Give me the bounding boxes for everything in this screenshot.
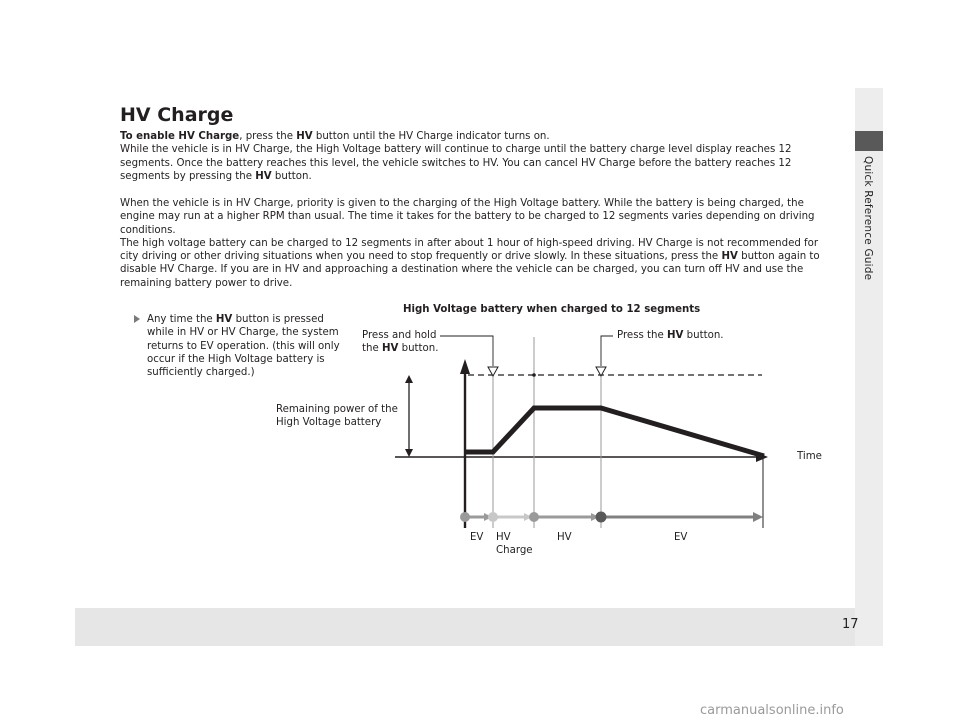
press-leader (601, 336, 613, 366)
text-run: the (362, 342, 382, 354)
text-run: Press the (617, 330, 668, 341)
hv-button-ref: HV (667, 330, 684, 341)
text-run: Press and hold (362, 330, 437, 341)
page-number: 17 (842, 617, 859, 632)
text-run: button. (683, 330, 724, 341)
hv-button-ref: HV (255, 170, 272, 182)
mode-label-ev: EV (470, 532, 484, 543)
watermark: carmanualsonline.info (700, 703, 844, 718)
measure-arrow-up-icon (405, 375, 413, 383)
text-run: button. (398, 342, 439, 354)
mode-label-hv-charge-1: HV (496, 532, 511, 543)
mode-label-hv: HV (557, 532, 572, 543)
text-run: Any time the (147, 314, 216, 325)
mode-label-hv-charge-2: Charge (496, 545, 533, 556)
section-title: HV Charge (120, 104, 234, 126)
timeline-node-icon (488, 512, 498, 522)
enable-hv-charge-lead: To enable HV Charge (120, 131, 240, 142)
remaining-power-label (276, 404, 398, 429)
text-run: Remaining power of the (276, 404, 398, 415)
hv-button-ref: HV (721, 251, 738, 263)
hv-button-ref: HV (381, 342, 399, 354)
side-label: Quick Reference Guide (862, 156, 874, 281)
text-run: While the vehicle is in HV Charge, the High Voltage battery will continue to charge until the battery charge level display reaches 12 segments. Once the battery reaches this level, the vehicle switches to HV. You can cancel HV Charge before the battery reaches 12 segments by pressing the (120, 144, 792, 182)
timeline-node-icon (596, 512, 607, 523)
hv-button-ref: HV (296, 131, 313, 142)
text-run: button again to disable HV Charge. If you are in HV and approaching a destination where the vehicle can be charged, you can turn off HV and use the remaining battery power to drive. (120, 251, 820, 289)
full-charge-point-icon (532, 373, 536, 377)
hv-button-ref: HV (215, 314, 233, 325)
full-charge-label: High Voltage battery when charged to 12 segments (403, 304, 701, 315)
press-hold-label (362, 330, 438, 355)
text-run: High Voltage battery (276, 416, 382, 428)
text-run: The high voltage battery can be charged to 12 segments in after about 1 hour of high-speed driving. HV Charge is not recommended for city driving or other driving situations when you need to stop frequently or drive slowly. In these situations, press the (120, 237, 819, 263)
text-run: button until the HV Charge indicator turns on. (312, 131, 550, 142)
text-run: When the vehicle is in HV Charge, priority is given to the charging of the High Voltage battery. While the battery is being charged, the engine may run at a higher RPM than usual. The time it takes for the battery to be charged to 12 segments varies depending on driving conditions. (120, 198, 815, 236)
text-run: button. (271, 170, 312, 182)
press-marker-icon (596, 367, 606, 376)
timeline-arrow-icon (753, 512, 763, 522)
press-hold-leader (440, 336, 493, 366)
press-label (617, 330, 724, 343)
time-axis-label: Time (797, 451, 822, 462)
mode-label-ev-end: EV (674, 532, 688, 543)
timeline-node-icon (460, 512, 470, 522)
battery-charge-curve (465, 408, 764, 456)
text-run: , press the (239, 131, 297, 142)
text-run: button is pressed while in HV or HV Charge, the system returns to EV operation. (this will only occur if the High Voltage battery is sufficiently charged.) (147, 314, 340, 379)
measure-arrow-down-icon (405, 449, 413, 457)
timeline-node-icon (529, 512, 539, 522)
y-axis-arrow-icon (460, 359, 470, 374)
